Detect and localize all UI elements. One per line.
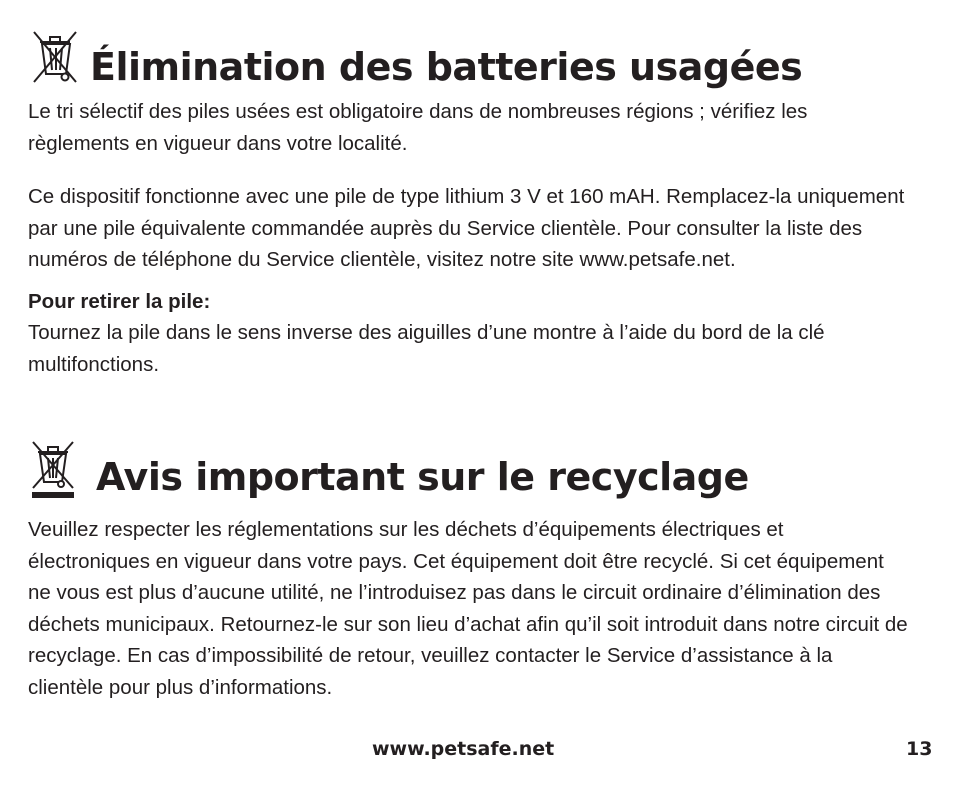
battery-heading-row [28, 28, 908, 89]
recycling-section-title: Avis important sur le recyclage [96, 455, 749, 499]
battery-disposal-section [28, 28, 908, 380]
recycling-heading-row [28, 440, 908, 502]
footer-website: www.petsafe.net [372, 738, 555, 760]
crossed-out-wheelie-bin-icon [28, 440, 86, 502]
page-number: 13 [906, 738, 933, 760]
battery-paragraph-2: Ce dispositif fonctionne avec une pile de type lithium 3 V et 160 mAH. Remplacez-la uniquement par une pile équivalente commandée auprès du Service clientèle. Pour consulter la liste des numéros de téléphone du Service clientèle, visitez notre site www.petsafe.net. [28, 185, 905, 271]
recycling-notice-section [28, 440, 908, 703]
battery-section-title: Élimination des batteries usagées [90, 45, 803, 89]
crossed-out-wheelie-bin-icon [28, 28, 84, 86]
recycling-paragraph: Veuillez respecter les réglementations sur les déchets d’équipements électriques et électroniques en vigueur dans votre pays. Cet équipement doit être recyclé. Si cet équipement ne vous est plus d’aucune utilité, ne l’introduisez pas dans le circuit ordinaire d’élimination des déchets municipaux. Retournez-le sur son lieu d’achat afin qu’il soit introduit dans notre circuit de recyclage. En cas d’impossibilité de retour, veuillez contacter le Service d’assistance à la clientèle pour plus d’informations. [28, 518, 908, 699]
battery-paragraph-1: Le tri sélectif des piles usées est obligatoire dans de nombreuses régions ; vérifiez les règlements en vigueur dans votre localité. [28, 100, 808, 155]
battery-paragraph-3: Tournez la pile dans le sens inverse des aiguilles d’une montre à l’aide du bord de la clé multifonctions. [28, 321, 825, 376]
remove-battery-subheading: Pour retirer la pile: [28, 289, 211, 313]
